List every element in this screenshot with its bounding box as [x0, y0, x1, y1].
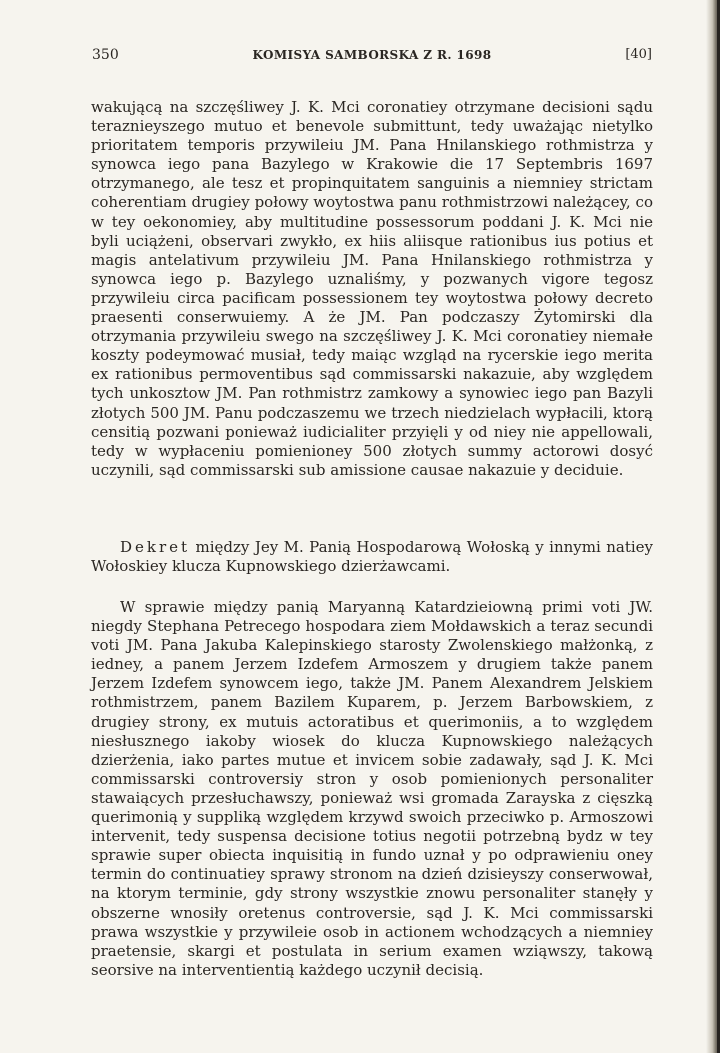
- dekret-title: między Jey M. Panią Hospodarową Wołoską y innymi natiey Wołoskiey klucza Kupnowskiego dzierżawcami.: [91, 538, 653, 576]
- section-number: [40]: [625, 47, 652, 62]
- paragraph-decision-continuation: wakującą na szczęśliwey J. K. Mci coronatiey otrzymane decisioni sądu teraznieyszego mutuo et benevole submittunt, tedy uważając nietylko prioritatem temporis przywileiu JM. Pana Hnilanskiego rothmistrza y synowca iego pana Bazylego w Krakowie die 17 Septembris 1697 otrzymanego, ale tesz et propinquitatem sanguinis a niemniey strictam coherentiam drugiey połowy woytostwa panu rothmistrzowi należącey, co w tey oekonomiey, aby multitudine possessorum poddani J. K. Mci nie byli uciążeni, observari zwykło, ex hiis aliisque rationibus ius potius et magis antelativum przywileiu JM. Pana Hnilanskiego rothmistrza y synowca iego p. Bazylego uznaliśmy, y pozwanych vigore tegosz przywileiu circa pacificam possessionem tey woytostwa połowy decreto praesenti conserwuiemy. A że JM. Pan podczaszy Żytomirski dla otrzymania przywileiu swego na szczęśliwey J. K. Mci coronatiey niemałe koszty podeymować musiał, tedy maiąc wzgląd na rycerskie iego merita ex rationibus permoventibus sąd commissarski nakazuie, aby względem tych unkosztow JM. Pan rothmistrz zamkowy a synowiec iego pan Bazyli złotych 500 JM. Panu podczaszemu we trzech niedzielach wypłacili, ktorą censitią pozwani ponieważ iudicialiter przyięli y od niey nie appellowali, tedy w wypłaceniu pomienioney 500 złotych summy actorowi dosyć uczynili, sąd commissarski sub amissione causae nakazuie y deciduie.: [91, 98, 653, 479]
- running-title: KOMISYA SAMBORSKA Z R. 1698: [252, 48, 492, 62]
- paragraph-case-text: W sprawie między panią Maryanną Katardzieiowną primi voti JW. niegdy Stephana Petrecego hospodara ziem Mołdawskich a teraz secundi voti JM. Pana Jakuba Kalepinskiego starosty Zwolenskiego małżonką, z iedney, a panem Jerzem Izdefem Armoszem y drugiem także panem Jerzem Izdefem synowcem iego, także JM. Panem Alexandrem Jelskiem rothmistrzem, panem Bazilem Kuparem, p. Jerzem Barbowskiem, z drugiey strony, ex mutuis actoratibus et querimoniis, a to względem niesłusznego iakoby wiosek do klucza Kupnowskiego należących dzierżenia, iako partes mutue et invicem sobie zadawały, sąd J. K. Mci commissarski controversiy stron y osob pomienionych personaliter stawaiących przesłuchawszy, ponieważ wsi gromada Zarayska z cięszką querimonią y suppliką względem krzywd swoich przeciwko p. Armoszowi intervenit, tedy suspensa decisione totius negotii potrzebną bydz w tey sprawie super obiecta inquisitią in fundo uznał y po odprawieniu oney termin do continuatiey sprawy stronom na dzień dzisieyszy conserwował, na ktorym terminie, gdy strony wszystkie znowu personaliter stanęły y obszerne wnosiły oretenus controversie, sąd J. K. Mci commissarski prawa wszystkie y przywileie osob in actionem wchodzących a niemniey praetensie, skargi et postulata in serium examen wziąwszy, takową seorsive na interventientią każdego uczynił decisią.: [91, 598, 653, 979]
- page-number: 350: [92, 47, 119, 63]
- dekret-heading: [91, 538, 653, 576]
- dekret-word: Dekret: [120, 538, 191, 556]
- running-header: [92, 47, 652, 67]
